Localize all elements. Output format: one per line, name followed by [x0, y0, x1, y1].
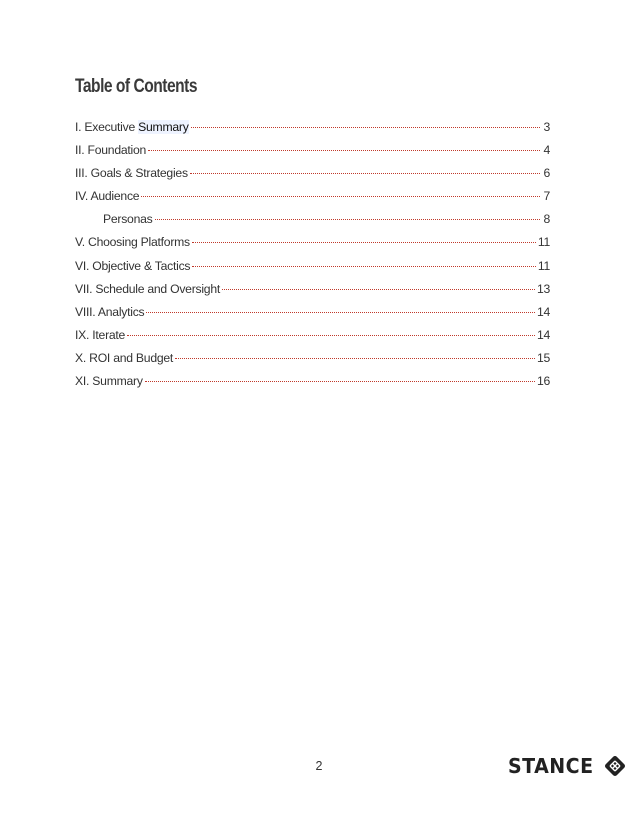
- toc-entry-label: IX. Iterate: [75, 327, 126, 342]
- brand-name: STANCE: [508, 754, 594, 778]
- toc-leader-dots: [191, 127, 540, 128]
- toc-entry-page: 15: [536, 350, 550, 365]
- toc-entry-label: [75, 120, 189, 134]
- toc-entry-summary[interactable]: [75, 374, 550, 397]
- toc-leader-dots: [192, 266, 536, 267]
- toc-entry-label-text: I. Executive: [75, 120, 139, 134]
- toc-entry-page: 14: [536, 304, 550, 319]
- toc-entry-label: VII. Schedule and Oversight: [75, 281, 221, 296]
- toc-entry-roi-budget[interactable]: [75, 351, 550, 374]
- stance-logo-icon: [604, 755, 626, 777]
- toc-title: Table of Contents: [75, 76, 198, 97]
- toc-entry-goals-strategies[interactable]: [75, 166, 550, 189]
- toc-leader-dots: [155, 219, 541, 220]
- toc-leader-dots: [192, 242, 536, 243]
- toc-entry-schedule-oversight[interactable]: [75, 282, 550, 305]
- toc-leader-dots: [141, 196, 540, 197]
- toc-entry-page: 11: [537, 258, 550, 273]
- toc-entry-foundation[interactable]: [75, 143, 550, 166]
- page-number: 2: [315, 759, 323, 773]
- toc-entry-page: 6: [543, 166, 550, 181]
- toc-entry-page: 14: [536, 327, 550, 342]
- toc-entry-page: 8: [543, 212, 550, 227]
- toc-entry-page: 4: [543, 143, 550, 158]
- toc-entry-label: X. ROI and Budget: [75, 350, 174, 365]
- toc-entry-label: III. Goals & Strategies: [75, 166, 188, 181]
- toc-entry-label: VI. Objective & Tactics: [75, 258, 191, 273]
- toc-entry-objective-tactics[interactable]: [75, 259, 550, 282]
- toc-entry-choosing-platforms[interactable]: [75, 235, 550, 258]
- toc-entry-personas[interactable]: [75, 212, 550, 235]
- toc-entry-analytics[interactable]: [75, 305, 550, 328]
- toc-entry-page: 13: [536, 281, 550, 296]
- toc-entry-page: 16: [536, 374, 550, 389]
- toc-entry-label: XI. Summary: [75, 374, 143, 389]
- toc-leader-dots: [175, 358, 535, 359]
- toc-entry-label: II. Foundation: [75, 143, 147, 158]
- toc-leader-dots: [127, 335, 535, 336]
- toc-leader-dots: [222, 289, 535, 290]
- toc-entry-audience[interactable]: [75, 189, 550, 212]
- toc-leader-dots: [190, 173, 540, 174]
- toc-entry-label: VIII. Analytics: [75, 304, 145, 319]
- toc-leader-dots: [145, 381, 535, 382]
- toc-entry-page: 7: [543, 189, 550, 204]
- toc-entry-label: IV. Audience: [75, 189, 140, 204]
- toc-entry-iterate[interactable]: [75, 328, 550, 351]
- brand-logo: [508, 754, 626, 778]
- toc-entry-executive-summary[interactable]: [75, 120, 550, 143]
- toc-leader-dots: [146, 312, 535, 313]
- toc-entry-label-highlight: Summary: [138, 120, 189, 134]
- toc-entry-label: Personas: [103, 212, 153, 227]
- toc-entry-label: V. Choosing Platforms: [75, 235, 190, 250]
- toc-leader-dots: [148, 150, 540, 151]
- toc-list: [75, 120, 550, 397]
- toc-entry-page: 11: [537, 235, 550, 250]
- toc-entry-page: 3: [543, 120, 550, 134]
